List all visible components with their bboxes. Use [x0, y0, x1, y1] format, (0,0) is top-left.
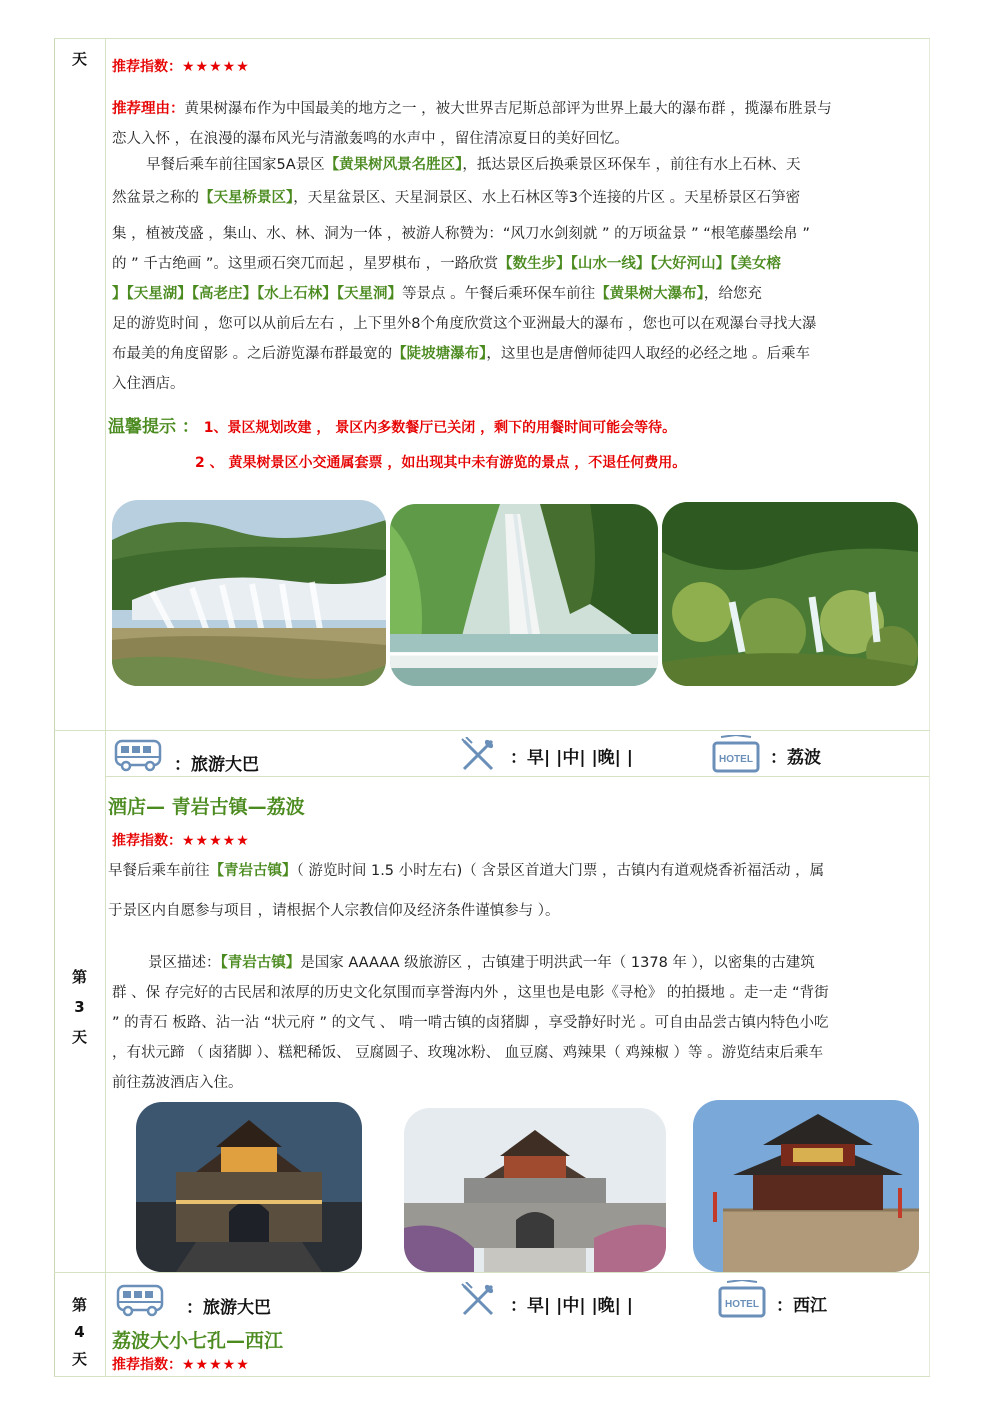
route-title-day4: 荔波大小七孔—西江	[112, 1330, 284, 1352]
hotel-info	[716, 1278, 827, 1322]
hotel-text: ：西江	[776, 1295, 827, 1316]
day-label-3: 第 3 天	[71, 968, 87, 1046]
table-divider-day4	[54, 1272, 930, 1273]
day3-paragraph-2: 景区描述：【青岩古镇】是国家 AAAAA 级旅游区 ，古镇建于明洪武一年（ 1378 年 ），以密集的古建筑 群 、保 存完好的古民居和浓厚的历史文化氛围而享誉海内外 ，这里也是电影《寻枪》 的拍摄地 。走一走 “背街 ” 的青石 板路、沾一沾 “状元府 ” 的文气 、 啃一啃古镇的卤猪脚 ，享受静好时光 。可自由品尝古镇内特色小吃 ，有状元蹄 （ 卤猪脚 ）、糕粑稀饭、 豆腐圆子、玫瑰冰粉、 血豆腐、鸡辣果（ 鸡辣椒 ）等 。游览结束后乘车 前往荔波酒店入住。	[112, 955, 829, 1091]
route-title-day3: 酒店— 青岩古镇—荔波	[108, 796, 305, 818]
warm-tip-label: 温馨提示 ：	[108, 417, 199, 437]
waterfall-photo-1	[112, 500, 386, 686]
transport-text: ：旅游大巴	[186, 1297, 271, 1318]
meal-text: ：早| |中| |晚| |	[510, 747, 634, 768]
fork-knife-icon	[452, 1280, 504, 1320]
ancient-tower-photo	[693, 1100, 919, 1272]
day-label: 天	[71, 50, 87, 68]
day3-paragraph-1: 早餐后乘车前往【青岩古镇】（ 游览时间 1.5 小时左右)（ 含景区首道大门票 ，古镇内有道观烧香祈福活动 ，属 于景区内自愿参与项目 ，请根据个人宗教信仰及经济条件谨慎参与 ）。	[108, 863, 825, 919]
meal-info	[452, 733, 633, 777]
waterfall-photo-3	[662, 502, 918, 686]
transport-info	[114, 1278, 271, 1322]
qingyan-gate-night-photo	[136, 1102, 362, 1272]
rating-day4: 推荐指数：★★★★★	[112, 1357, 250, 1373]
day-label-4: 第 4 天	[71, 1296, 87, 1368]
info-row-day3	[106, 733, 929, 777]
svg-text:HOTEL: HOTEL	[719, 754, 753, 765]
svg-text:HOTEL: HOTEL	[725, 1299, 759, 1310]
hotel-sign-icon	[716, 1280, 768, 1320]
warm-tip-1: 温馨提示 ： 1、景区规划改建 ， 景区内多数餐厅已关闭 ，剩下的用餐时间可能会等待。	[108, 417, 677, 437]
reason-label: 推荐理由：	[112, 101, 185, 117]
table-border-left	[54, 38, 55, 1376]
warm-tip-2: 2 、 黄果树景区小交通属套票 ，如出现其中未有游览的景点 ，不退任何费用。	[195, 455, 687, 471]
hotel-text: ：荔波	[770, 747, 821, 768]
rating-stars: ★★★★★	[182, 59, 250, 75]
meal-info	[452, 1278, 633, 1322]
transport-info	[112, 733, 259, 777]
day2-description: 早餐后乘车前往国家5A景区【黄果树风景名胜区】，抵达景区后换乘景区环保车 ，前往有水上石林、天 然盆景之称的【天星桥景区】，天星盆景区、天星洞景区、水上石林区等3个连接的片区 。天星桥景区石笋密 集 ，植被茂盛 ，集山、水、林、洞为一体 ，被游人称赞为：“风刀水剑刻就 ” 的万顷盆景 ” “根笔藤墨绘帛 ” 的 ” 千古绝画 ”。这里顽石突兀而起 ，星罗棋布 ，一路欣赏【数生步】【山水一线】【大好河山】【美女榕 】【天星湖】【高老庄】【水上石林】【天星洞】等景点 。午餐后乘环保车前往【黄果树大瀑布】，给您充 足的游览时间 ，您可以从前后左右 ，上下里外8个角度欣赏这个亚洲最大的瀑布 ，您也可以在观瀑台寻找大瀑 布最美的角度留影 。之后游览瀑布群最宽的【陡坡塘瀑布】，这里也是唐僧师徒四人取经的必经之地 。后乘车 入住酒店。	[112, 157, 817, 392]
info-row-day4	[106, 1278, 929, 1322]
bus-icon	[112, 735, 164, 775]
waterfall-photo-2	[390, 504, 658, 686]
hotel-info	[710, 733, 821, 777]
transport-text: ：旅游大巴	[174, 754, 259, 775]
table-border-top	[54, 38, 930, 39]
rating-label: 推荐指数：	[112, 59, 182, 75]
table-border-bottom	[54, 1376, 930, 1377]
rating-day3: 推荐指数：★★★★★	[112, 833, 250, 849]
hotel-sign-icon	[710, 735, 762, 775]
rating	[112, 56, 250, 76]
table-border-right	[929, 38, 930, 1376]
fork-knife-icon	[452, 735, 504, 775]
recommend-reason: 推荐理由：黄果树瀑布作为中国最美的地方之一 ，被大世界吉尼斯总部评为世界上最大的瀑布群 ，揽瀑布胜景与 恋人入怀 ，在浪漫的瀑布风光与清澈轰鸣的水声中 ，留住清凉夏日的美好回忆。	[112, 101, 832, 147]
qingyan-gate-day-photo	[404, 1108, 666, 1272]
table-divider-day3	[54, 730, 930, 731]
table-border-day-column	[105, 38, 106, 1376]
meal-text: ：早| |中| |晚| |	[510, 1295, 634, 1316]
bus-icon	[114, 1280, 166, 1320]
